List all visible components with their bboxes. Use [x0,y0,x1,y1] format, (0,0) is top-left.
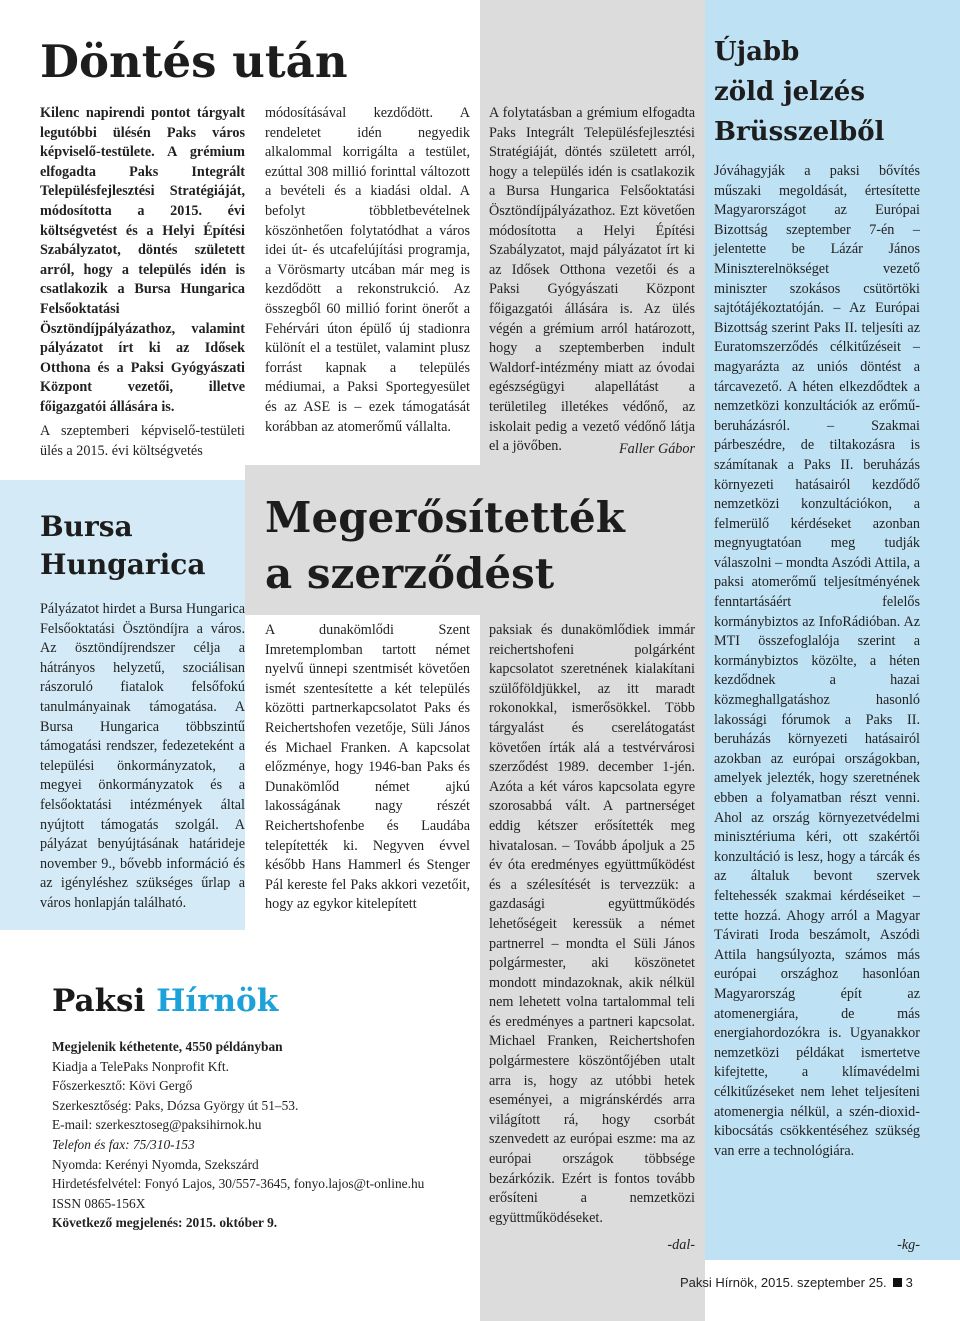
square-bullet-icon [893,1278,902,1287]
bruesszel-title-line1: Újabb [714,37,800,67]
article-author: Faller Gábor [600,440,695,460]
szerzodes-col2: paksiak és dunakömlődiek immár reichertshofeni polgárként kapcsolatot szeretnének kialakítani szülőföldjükkel, az itt maradt rokonokkal, ismerősökkel. Több tárgyalást és cserelátogatást követően írták alá a testvérvárosi szerződést 1989. december 1-jén. Azóta a két város kapcsolata egyre szorosabbá vált. A partnerséget eddig kétszer erősítették meg hivatalosan. – Tovább ápoljuk a 25 év óta eredményes együttműködést és a szélesítését is tervezzük: a gazdasági együttműködés lehetőségeit keressük a német partnerrel – mondta el Süli János polgármester, aki köszönetet mondott mindazoknak, akik nélkül nem lehetett volna tartalommal teli és eredményes a partneri kapcsolat. Michael Franken, Reichertshofen polgármestere köszöntőjében utalt arra is, hogy az utóbbi hetek eseményei, a migránskérdés arra világított rá, hogy csorbát szenvedett az európai eszme: ma az európai országok többsége bezárkózik. Ezért is fontos tovább erősíteni a nemzetközi együttműködéseket. [489,622,695,1226]
bruesszel-author: -kg- [897,1237,920,1253]
page-footer [680,1275,913,1290]
article-body-col2: módosításával kezdődött. A rendeletet idén negyedik alkalommal korrigálta a testület, ezúttal 308 millió forinttal változott a bevételi és a kiadási oldal. A befolyt többletbevételnek köszönhetően folytatódhat a város idei út- és utcafelújítási programja, a Vörösmarty utcában már meg is kezdődött a rekonstrukció. Az összegből 60 millió forint önerőt a Fehérvári úton épülő új stadionra különít el a testület, valamint plusz forrást kapnak a település médiumai, a Paksi Sportegyesület és az ASE is – ezek támogatását korábban az atomerőmű vállalta. [265,105,470,435]
imprint-line1: Megjelenik kéthetente, 4550 példányban [52,1039,283,1054]
footer-text: Paksi Hírnök, 2015. szeptember 25. [680,1275,887,1290]
imprint-text [52,1037,452,1233]
szerzodes-title [265,490,725,602]
imprint-line2: Kiadja a TelePaks Nonprofit Kft. [52,1058,229,1074]
paksi-hirnok-logo [52,983,278,1019]
bursa-body: Pályázatot hirdet a Bursa Hungarica Felsőoktatási Ösztöndíjra a város. Az ösztöndíjrendszer célja a hátrányos helyzetű, szociálisan rászoruló fiatalok felsőfokú tanulmányainak támogatása. A Bursa Hungarica többszintű támogatási rendszer, fedezeteként a települési önkormányzatok, a megyei önkormányzatok és a felsőoktatási intézmények által nyújtott támogatás szolgál. A pályázat benyújtásának határideje november 9., bővebb információ és az igényléshez szükséges űrlap a város honlapján található. [40,601,245,911]
bursa-title-line1: Bursa [40,510,133,543]
bruesszel-title-line3: Brüsszelből [714,117,885,147]
imprint-line8: Hirdetésfelvétel: Fonyó Lajos, 30/557-3645, fonyo.lajos@t-online.hu [52,1176,425,1192]
article-lead: Kilenc napirendi pontot tárgyalt legutóbbi ülésén Paks város képviselő-testülete. A grémium elfogadta Paks Integrált Településfejlesztési Stratégiáját, módosította a 2015. évi költségvetést és a Helyi Építési Szabályzatot, döntés született arról, hogy a település idén is csatlakozik a Bursa Hungarica Felsőoktatási Ösztöndíjpályázathoz, valamint pályázatot írt ki az Idősek Otthona és a Paksi Gyógyászati Központ vezetői, illetve főigazgatói állására is. [40,105,245,415]
logo-part2: Hírnök [156,983,279,1019]
bruesszel-title [714,32,884,152]
page-number: 3 [905,1275,913,1290]
bruesszel-body: Jóváhagyják a paksi bővítés műszaki megoldását, értesítette Magyarországot az Európai Bizottság szeptember 7-én – jelentette be Lázár János Miniszterelnökséget vezető miniszter szokásos csütörtöki sajtótájékoztatóján. – Az Európai Bizottság szerint Paks II. teljesíti az Euratomszerződés célkitűzéseit – magyarázta az uniós döntést a tárcavezető. A héten elkezdődtek a nemzetközi konzultációk az erőmű-beruházásról. – Szakmai párbeszédre, de tiltakozásra is számítanak a Paks II. beruházás környezeti hatásairól kezdődő nemzetközi konzultációkon, a felmerülő kérdéseket azonban megnyugtatóan meg tudják válaszolni – mondta Aszódi Attila, a paksi atomerőmű teljesítményének fenntartásáért felelős kormánybiztos az InfoRádióban. Az MTI összefoglalója szerint a kormánybiztos közölte, a héten kezdődnek a hazai közmeghallgatáshoz hasonló lakossági fórumok a Paks II. beruházás környezeti hatásairól azokban az európai országokban, amelyek jelezték, hogy szeretnének ebben a folyamatban részt venni. Ahol az ország környezetvédelmi minisztériuma kéri, ott szakértői konzultáció is lesz, hogy a tárcák és az általuk bevont szervek feltehessék szakmai kérdéseiket – tette hozzá. Ahogy arról a Magyar Távirati Iroda beszámolt, Aszódi Attila hangsúlyozta, számos más európai országhoz hasonlóan Magyarország épít az atomenergiára, de más energiahordozókra is. Ugyanakkor nemzetközi példákat ismertetve kifejtette, a klímavédelmi célkitűzéseket nem lehet teljesíteni atomenergia nélkül, a szén-dioxid-kibocsátás csökkentéséhez szükség van erre a technológiára. [714,163,920,1159]
imprint-box [38,965,458,1255]
imprint-line5: E-mail: szerkesztoseg@paksihirnok.hu [52,1117,262,1133]
article-body-col1: A szeptemberi képviselő-testületi ülés a 2015. évi költségvetés [40,423,245,459]
bursa-title [40,508,205,584]
bruesszel-title-line2: zöld jelzés [714,77,865,107]
imprint-line6: Telefon és fax: 75/310-153 [52,1136,195,1152]
imprint-line3: Főszerkesztő: Kövi Gergő [52,1078,193,1094]
article-body-col3: A folytatásban a grémium elfogadta Paks Integrált Településfejlesztési Stratégiáját, döntés született arról, hogy a település idén is csatlakozik a Bursa Hungarica Felsőoktatási Ösztöndíjpályázathoz. Ezt követően módosította a Helyi Építési Szabályzatot, majd pályázatot írt ki az Idősek Otthona vezetői és a Paksi Gyógyászati Központ főigazgatói állására is. Az ülés végén a grémium arról határozott, hogy a szeptemberben indult Waldorf-intézmény miatt az óvodai egészségügyi alapellátást a területileg illetékes védőnő, az iskolait pedig a vezető védőnő látja el a jövőben. [489,105,695,455]
szerzodes-title-line2: a szerződést [265,549,555,598]
imprint-line4: Szerkesztőség: Paks, Dózsa György út 51–53. [52,1097,299,1113]
page-title: Döntés után [40,35,348,88]
imprint-line10: Következő megjelenés: 2015. október 9. [52,1215,278,1231]
szerzodes-title-line1: Megerősítették [265,493,625,542]
szerzodes-col1: A dunakömlődi Szent Imretemplomban tartott német nyelvű ünnepi szentmisét követően ismét szentesítette a két település közötti partnerkapcsolatot Paks és Reichertshofen vezetője, Süli János és Michael Franken. A kapcsolat előzménye, hogy 1946-ban Paks és Dunakömlőd német ajkú lakosságának nagy részét Reichertshofenbe és Laudába telepítették ki. Negyven évvel később Hans Hammerl és Stenger Pál kereste fel Paks akkori vezetőit, hogy az egykor kitelepített [265,622,470,913]
imprint-line9: ISSN 0865-156X [52,1195,146,1211]
szerzodes-author: -dal- [667,1237,695,1253]
logo-part1: Paksi [52,983,146,1019]
article-col3 [489,104,695,457]
imprint-line7: Nyomda: Kerényi Nyomda, Szekszárd [52,1156,259,1172]
bursa-title-line2: Hungarica [40,548,206,581]
